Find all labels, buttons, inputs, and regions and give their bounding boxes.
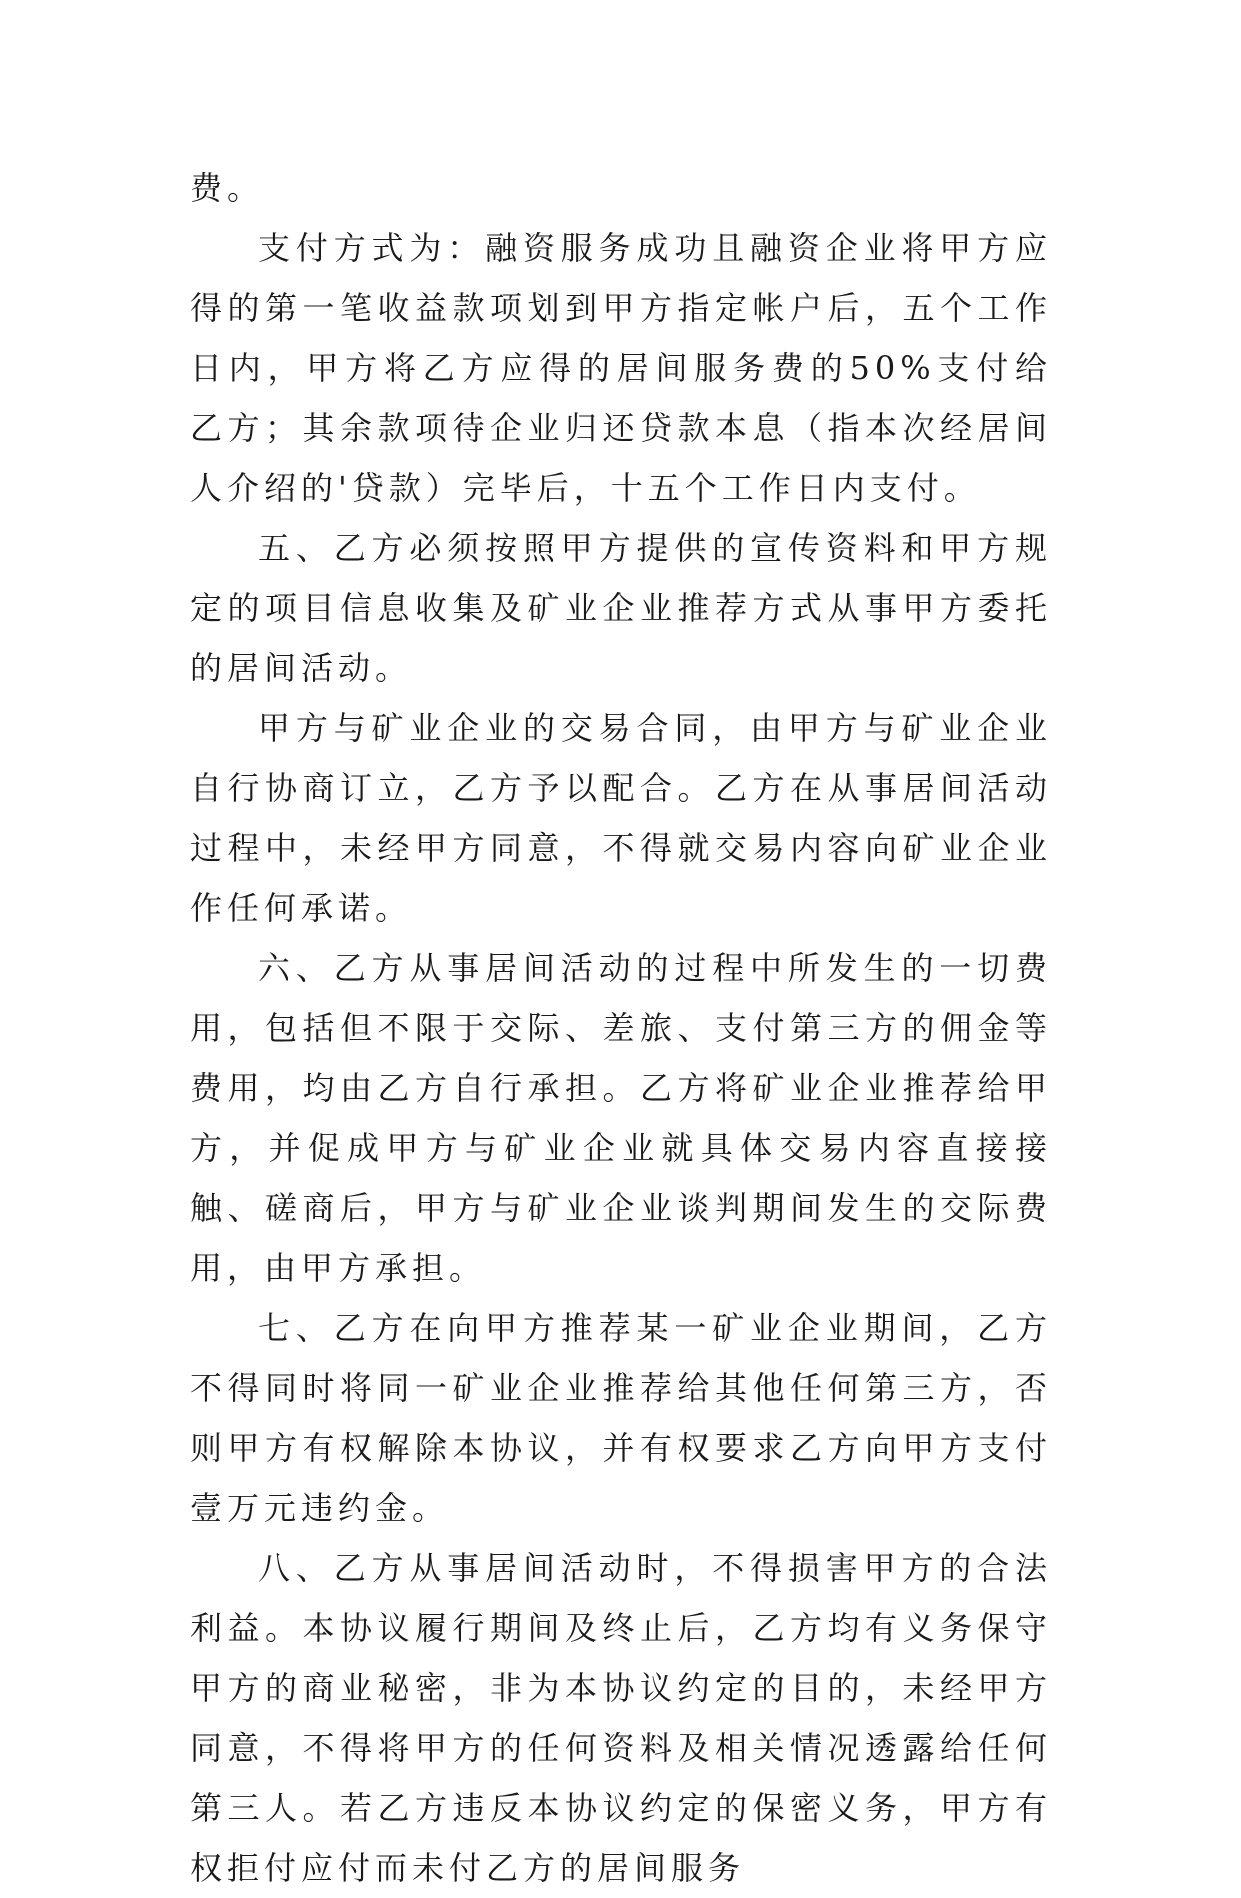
paragraph-clause-6: 六、乙方从事居间活动的过程中所发生的一切费用，包括但不限于交际、差旅、支付第三方的佣金等费用，均由乙方自行承担。乙方将矿业企业推荐给甲方，并促成甲方与矿业企业就具体交易内容直接接触、磋商后，甲方与矿业企业谈判期间发生的交际费用，由甲方承担。 [190, 949, 1052, 1287]
paragraph-clause-5: 五、乙方必须按照甲方提供的宣传资料和甲方规定的项目信息收集及矿业企业推荐方式从事甲方委托的居间活动。 [190, 529, 1052, 687]
paragraph-payment-method: 支付方式为：融资服务成功且融资企业将甲方应得的第一笔收益款项划到甲方指定帐户后，五个工作日内，甲方将乙方应得的居间服务费的50%支付给乙方；其余款项待企业归还贷款本息（指本次经居间人介绍的'贷款）完毕后，十五个工作日内支付。 [190, 229, 1052, 507]
document-body [190, 158, 1052, 1898]
paragraph-clause-7: 七、乙方在向甲方推荐某一矿业企业期间，乙方不得同时将同一矿业企业推荐给其他任何第三方，否则甲方有权解除本协议，并有权要求乙方向甲方支付壹万元违约金。 [190, 1309, 1052, 1527]
paragraph-fee-end: 费。 [190, 169, 265, 207]
paragraph-clause-5-contract: 甲方与矿业企业的交易合同，由甲方与矿业企业自行协商订立，乙方予以配合。乙方在从事居间活动过程中，未经甲方同意，不得就交易内容向矿业企业作任何承诺。 [190, 709, 1052, 927]
paragraph-clause-8: 八、乙方从事居间活动时，不得损害甲方的合法利益。本协议履行期间及终止后，乙方均有义务保守甲方的商业秘密，非为本协议约定的目的，未经甲方同意，不得将甲方的任何资料及相关情况透露给任何第三人。若乙方违反本协议约定的保密义务，甲方有权拒付应付而未付乙方的居间服务 [190, 1549, 1052, 1887]
